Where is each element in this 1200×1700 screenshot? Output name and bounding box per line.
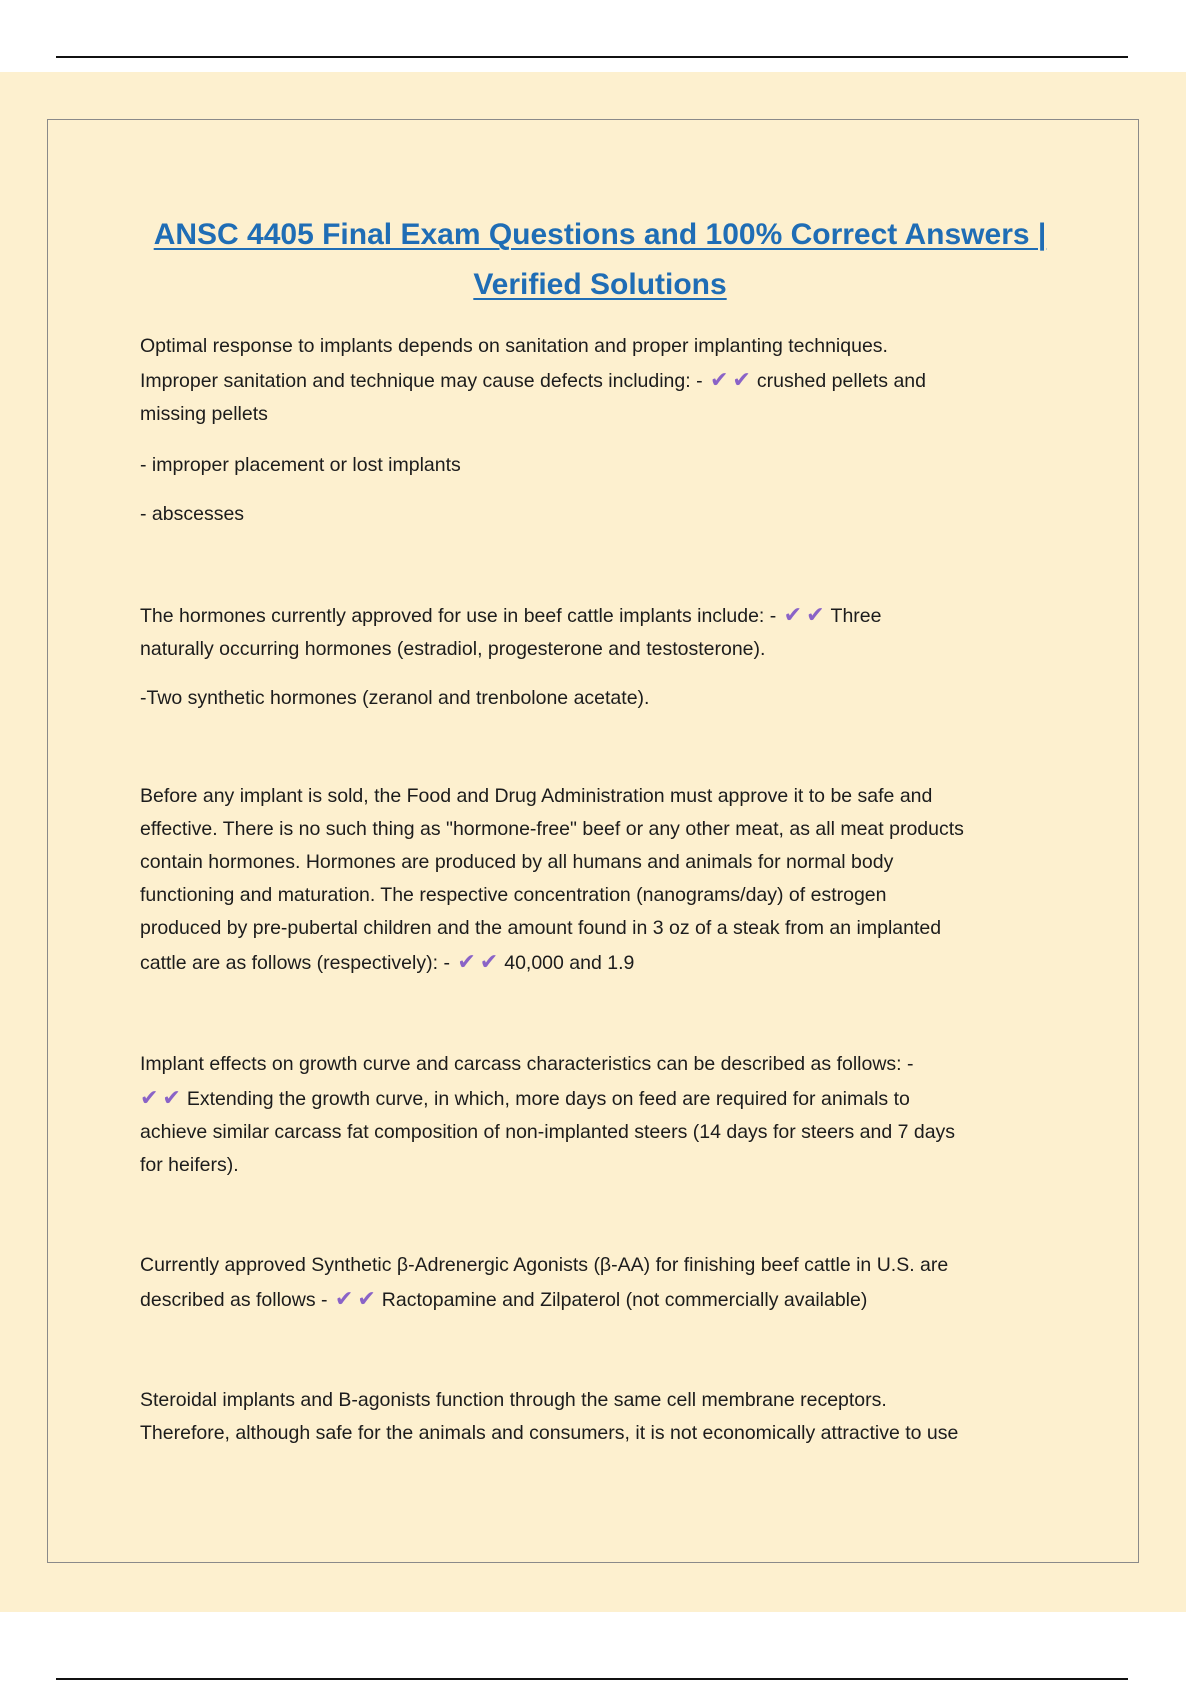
check-mark-icon: ✔✔ bbox=[783, 602, 829, 627]
answer-text: Ractopamine and Zilpaterol (not commercially available) bbox=[381, 1289, 868, 1311]
question-line bbox=[140, 1282, 1060, 1317]
answer-line bbox=[140, 1081, 1060, 1116]
qa-block-5 bbox=[140, 1249, 1060, 1317]
answer-extra-line: - abscesses bbox=[140, 503, 245, 525]
question-line bbox=[140, 945, 1060, 980]
document-title[interactable] bbox=[100, 210, 1100, 310]
check-mark-icon: ✔✔ bbox=[457, 949, 503, 974]
answer-text: Three bbox=[830, 605, 882, 627]
check-mark-icon: ✔✔ bbox=[140, 1085, 185, 1110]
question-text: cattle are as follows (respectively): - bbox=[140, 952, 450, 974]
footer-rule bbox=[56, 1678, 1128, 1680]
answer-extra-line: -Two synthetic hormones (zeranol and trenbolone acetate). bbox=[140, 687, 650, 709]
question-line: Optimal response to implants depends on sanitation and proper implanting techniques. bbox=[140, 335, 888, 357]
question-line: effective. There is no such thing as "hormone-free" beef or any other meat, as all meat products bbox=[140, 818, 964, 840]
qa-block-6 bbox=[140, 1384, 1060, 1450]
question-line bbox=[140, 363, 1060, 398]
header-rule bbox=[56, 56, 1128, 58]
qa-block-4 bbox=[140, 1048, 1060, 1182]
answer-text: Extending the growth curve, in which, more days on feed are required for animals to bbox=[186, 1088, 910, 1110]
answer-line: for heifers). bbox=[140, 1154, 239, 1176]
question-line: Therefore, although safe for the animals and consumers, it is not economically attractive to use bbox=[140, 1422, 959, 1444]
answer-text: crushed pellets and bbox=[756, 370, 926, 392]
question-line: Implant effects on growth curve and carcass characteristics can be described as follows: - bbox=[140, 1053, 914, 1075]
question-line bbox=[140, 598, 1060, 633]
qa-block-1 bbox=[140, 330, 1060, 431]
question-text: Improper sanitation and technique may cause defects including: - bbox=[140, 370, 703, 392]
question-text: described as follows - bbox=[140, 1289, 328, 1311]
title-line-1[interactable]: ANSC 4405 Final Exam Questions and 100% Correct Answers | bbox=[153, 218, 1047, 251]
check-mark-icon: ✔✔ bbox=[334, 1286, 380, 1311]
question-line: Steroidal implants and B-agonists function through the same cell membrane receptors. bbox=[140, 1389, 887, 1411]
question-line: produced by pre-pubertal children and the amount found in 3 oz of a steak from an implanted bbox=[140, 917, 942, 939]
title-line-2[interactable]: Verified Solutions bbox=[473, 268, 727, 301]
check-mark-icon: ✔✔ bbox=[710, 367, 755, 392]
question-line: functioning and maturation. The respective concentration (nanograms/day) of estrogen bbox=[140, 884, 887, 906]
answer-line: missing pellets bbox=[140, 403, 268, 425]
answer-text: 40,000 and 1.9 bbox=[504, 952, 635, 974]
qa-block-3 bbox=[140, 780, 1060, 980]
question-line: contain hormones. Hormones are produced by all humans and animals for normal body bbox=[140, 851, 894, 873]
question-line: Before any implant is sold, the Food and Drug Administration must approve it to be safe and bbox=[140, 785, 933, 807]
answer-line: achieve similar carcass fat composition of non-implanted steers (14 days for steers and 7 days bbox=[140, 1121, 956, 1143]
question-text: The hormones currently approved for use in beef cattle implants include: - bbox=[140, 605, 777, 627]
question-line: Currently approved Synthetic β-Adrenergic Agonists (β-AA) for finishing beef cattle in U.S. are bbox=[140, 1254, 949, 1276]
qa-block-2 bbox=[140, 598, 1060, 666]
answer-extra-line: - improper placement or lost implants bbox=[140, 454, 461, 476]
answer-line: naturally occurring hormones (estradiol, progesterone and testosterone). bbox=[140, 638, 766, 660]
